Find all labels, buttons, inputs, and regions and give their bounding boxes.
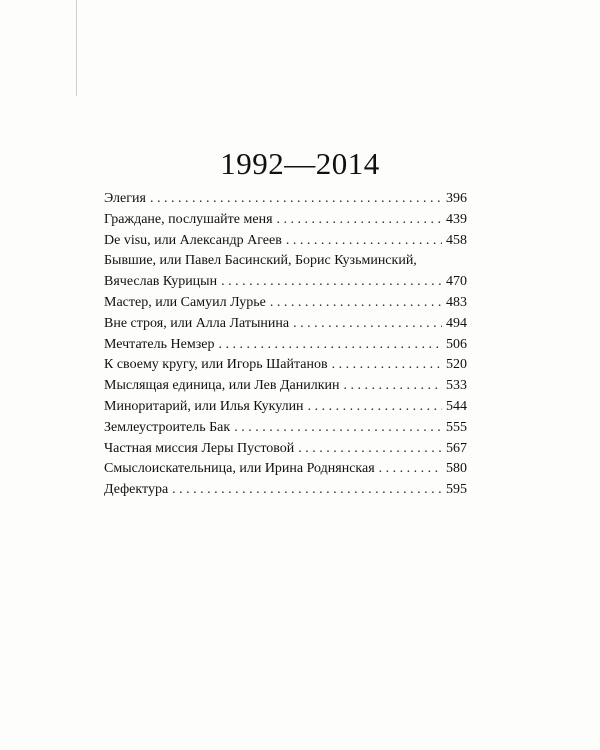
toc-entry-title: Вячеслав Курицын — [104, 274, 218, 290]
page-edge-line — [76, 0, 77, 96]
dot-leader — [332, 355, 442, 376]
toc-entry-page: 595 — [446, 482, 467, 498]
dot-leader — [293, 314, 442, 335]
toc-entry-page: 439 — [446, 211, 467, 227]
dot-leader — [379, 459, 442, 480]
toc-entry — [104, 480, 467, 501]
toc-entry-page: 580 — [446, 461, 467, 477]
toc-entry-page: 458 — [446, 232, 467, 248]
toc-entry — [104, 293, 467, 314]
toc-entry — [104, 189, 467, 210]
toc-entry-title: К своему кругу, или Игорь Шайтанов — [104, 357, 328, 373]
toc-entry — [104, 418, 467, 439]
toc-entry — [104, 459, 467, 480]
toc-entry-page: 470 — [446, 274, 467, 290]
toc-entry-page: 533 — [446, 378, 467, 394]
toc-entry-title: Дефектура — [104, 482, 169, 498]
table-of-contents — [104, 189, 467, 501]
toc-entry-title: Элегия — [104, 191, 146, 206]
toc-entry — [104, 335, 467, 356]
dot-leader — [286, 231, 442, 252]
toc-entry-page: 520 — [446, 357, 467, 373]
toc-entry — [104, 314, 467, 335]
toc-entry-title: Граждане, послушайте меня — [104, 211, 273, 227]
dot-leader — [150, 189, 442, 210]
dot-leader — [343, 376, 442, 397]
dot-leader — [298, 439, 442, 460]
toc-entry-page: 396 — [446, 191, 467, 206]
toc-entry-title: Частная миссия Леры Пустовой — [104, 440, 295, 456]
toc-entry-page: 567 — [446, 440, 467, 456]
toc-entry — [104, 397, 467, 418]
toc-entry — [104, 210, 467, 231]
toc-entry-page: 483 — [446, 294, 467, 310]
dot-leader — [270, 293, 442, 314]
toc-entry-title: Мыслящая единица, или Лев Данилкин — [104, 378, 340, 394]
toc-entry — [104, 439, 467, 460]
toc-entry-page: 494 — [446, 315, 467, 331]
toc-entry-title: Мастер, или Самуил Лурье — [104, 294, 266, 310]
toc-entry-page: 555 — [446, 419, 467, 435]
toc-entry-title: Вне строя, или Алла Латынина — [104, 315, 290, 331]
toc-entry — [104, 272, 467, 293]
dot-leader — [172, 480, 442, 501]
toc-entry-page: 506 — [446, 336, 467, 352]
toc-entry-title: Землеустроитель Бак — [104, 419, 231, 435]
dot-leader — [221, 272, 442, 293]
toc-entry-title: De visu, или Александр Агеев — [104, 232, 282, 248]
toc-entry-title: Миноритарий, или Илья Кукулин — [104, 398, 304, 414]
section-heading: 1992—2014 — [220, 146, 380, 181]
toc-entry — [104, 355, 467, 376]
toc-entry-title: Смыслоискательница, или Ирина Роднянская — [104, 461, 375, 477]
dot-leader — [218, 335, 442, 356]
toc-entry-title: Мечтатель Немзер — [104, 336, 215, 352]
toc-entry-title-line1: Бывшие, или Павел Басинский, Борис Кузьминский, — [104, 253, 417, 269]
toc-entry — [104, 231, 467, 252]
dot-leader — [277, 210, 442, 231]
dot-leader — [308, 397, 442, 418]
dot-leader — [234, 418, 442, 439]
toc-entry — [104, 376, 467, 397]
toc-entry-page: 544 — [446, 398, 467, 414]
